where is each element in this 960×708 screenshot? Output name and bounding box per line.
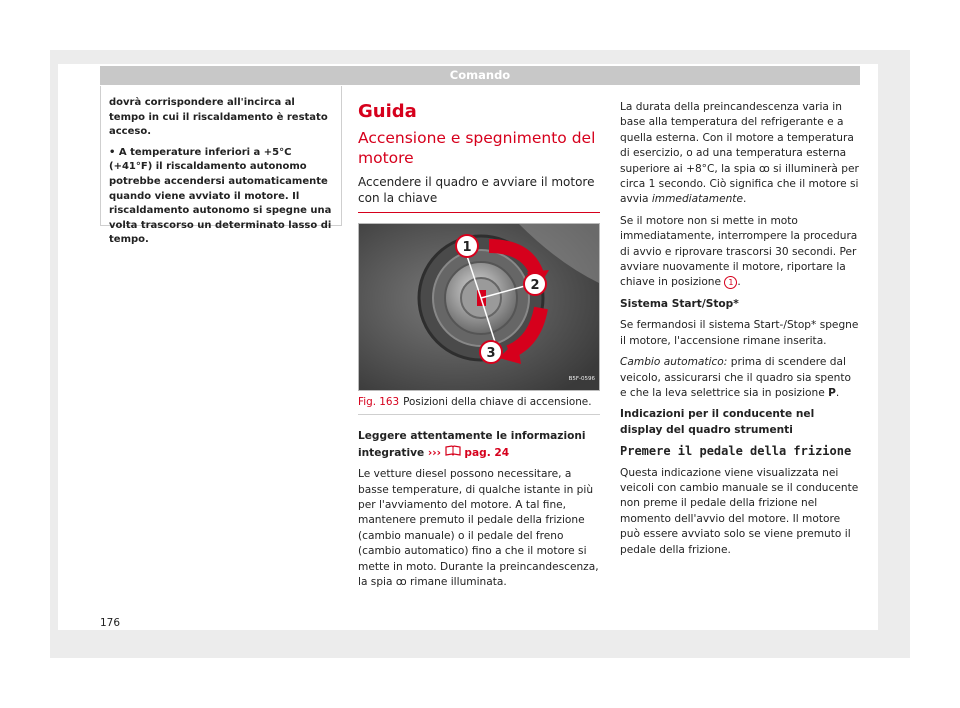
glow-plug-icon: ꝏ [758,162,770,175]
display-message: Premere il pedale della frizione [620,444,852,459]
chapter-title: Guida [358,101,417,122]
preheat-text-c: . [742,193,747,206]
preheat-italic: immediatamente [651,193,743,206]
note-text: dovrà corrispondere all'incirca al tempo in cui il riscaldamento è restato acceso. [109,97,328,138]
warning-reference [358,429,600,461]
callout-3 [480,341,502,363]
automatic-paragraph [620,355,860,401]
section-title: Accensione e spegnimento del motore [358,129,596,167]
ignition-figure [358,223,600,391]
figure-id: B5F-0596 [568,375,595,382]
display-heading: Indicazioni per il conducente nel display del quadro strumenti [620,408,815,436]
preheat-paragraph [620,100,860,208]
diesel-text: Le vetture diesel possono necessitare, a basse temperature, di qualche istante in più per l'avviamento del motore. A tal fine, mantenere premuto il pedale della frizione (cambio manuale) o il pedale del freno (cambio automatico) fino a che il motore si mette in moto. Durante la preincandescenza, la spia [358,468,599,589]
warning-page-link[interactable]: pag. 24 [464,446,510,459]
warning-text: Leggere attentamente le informazioni integrative [358,430,586,459]
section-header: Comando [100,66,860,85]
position-1-badge: 1 [724,276,737,289]
svg-text:1: 1 [462,240,472,255]
diesel-paragraph [358,467,600,590]
book-icon [445,447,465,459]
preheat-text-a: La durata della preincandescenza varia in base alla temperatura del refrigerante e a quella esterna. Con il motore a temperatura di esercizio, o ad una temperatura esterna superiore ai +8°C, la spia [620,101,854,175]
diesel-text-end: rimane illuminata. [410,576,507,589]
figure-caption [358,395,600,415]
note-box [100,86,342,246]
svg-text:2: 2 [530,278,540,293]
start-stop-heading: Sistema Start/Stop* [620,297,739,310]
automatic-text: prima di scendere dal veicolo, assicurarsi che il quadro sia spento e che la leva selettrice sia in posizione [620,356,851,399]
callout-2 [524,273,546,295]
automatic-text-end: . [835,386,840,399]
note-bullet [109,146,333,248]
preheat-text-b: si illuminerà per circa 1 secondo. Ciò significa che il motore si avvia [620,162,859,206]
bullet-mark: • [109,146,116,158]
figure-label: Fig. 163 [358,396,400,408]
automatic-label: Cambio automatico: [620,356,728,369]
callout-1 [456,235,478,257]
svg-text:3: 3 [486,346,496,361]
restart-paragraph [620,214,860,291]
subsection-title: Accendere il quadro e avviare il motore con la chiave [358,174,600,213]
restart-text: Se il motore non si mette in moto immediatamente, interrompere la procedura di avvio e riprovare trascorsi 30 secondi. Per avviare nuovamente il motore, riportare la chiave in posizione [620,214,858,289]
column-2 [358,100,600,596]
note-bullet-text: A temperature inferiori a +5°C (+41°F) il riscaldamento autonomo potrebbe accendersi automaticamente quando viene avviato il motore. Il riscaldamento autonomo si spegne una volta trascorso un determinato lasso di tempo. [109,146,332,246]
clutch-paragraph: Questa indicazione viene visualizzata nei veicoli con cambio manuale se il conducente non preme il pedale della frizione nel momento dell'avvio del motore. Il motore può essere avviato solo se viene premuto il pedale della frizione. [620,466,859,556]
glow-plug-icon: ꝏ [395,576,407,589]
page-number: 176 [100,617,121,629]
gear-p: P [828,386,836,399]
start-stop-paragraph: Se fermandosi il sistema Start-/Stop* spegne il motore, l'accensione rimane inserita. [620,319,859,347]
ignition-illustration [359,224,600,391]
restart-text-end: . [737,276,741,289]
figure-caption-text: Posizioni della chiave di accensione. [403,396,592,408]
column-3 [620,100,860,564]
warning-arrows: ››› [427,446,441,459]
